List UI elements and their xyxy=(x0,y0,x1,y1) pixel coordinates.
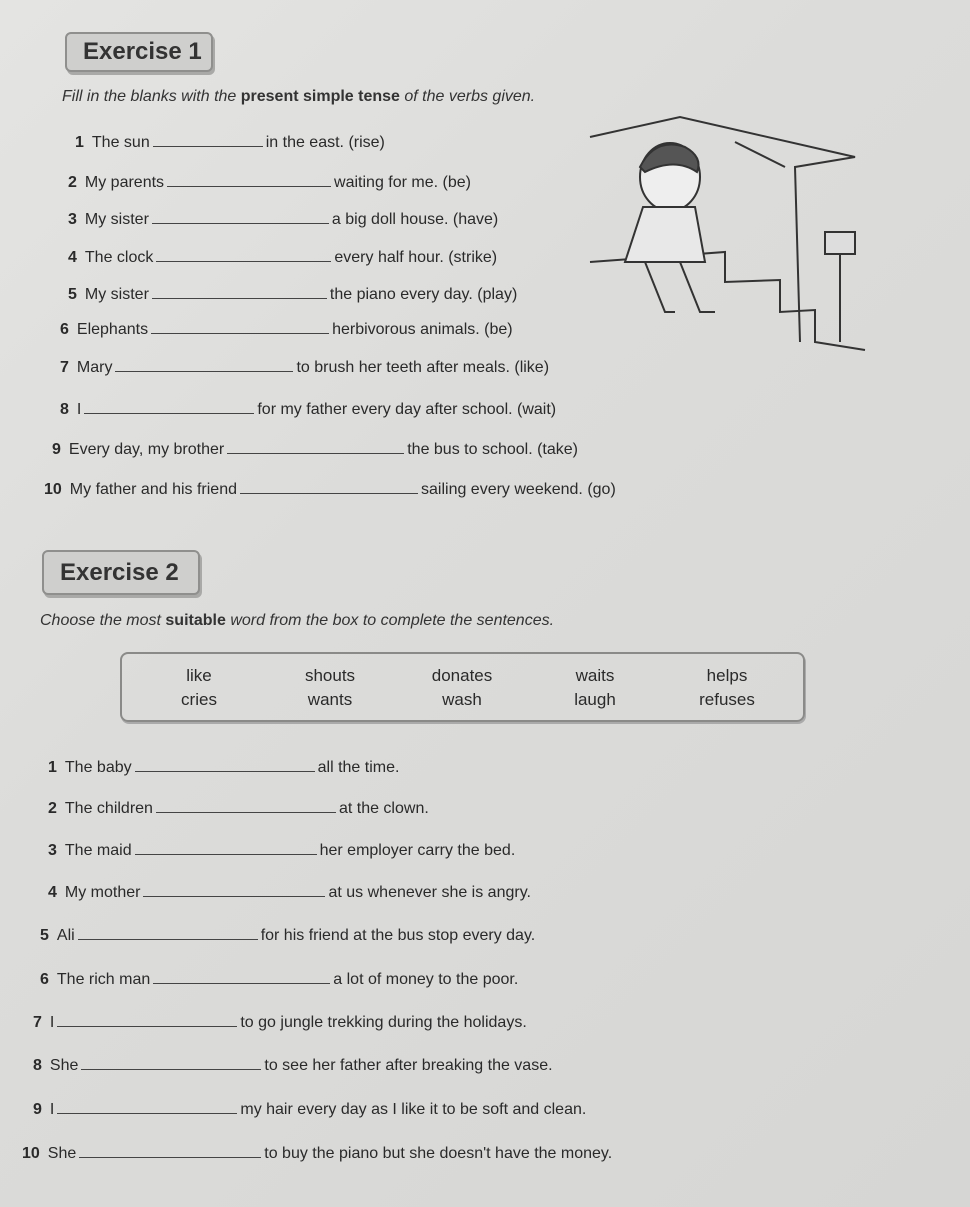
question-item xyxy=(60,399,556,419)
word-option: wants xyxy=(307,690,353,709)
question-number: 3 xyxy=(68,211,77,228)
answer-blank[interactable] xyxy=(79,1143,261,1158)
word-option: wash xyxy=(442,690,482,709)
question-text-before: I xyxy=(49,1014,55,1031)
word-option: cries xyxy=(181,690,217,709)
exercise2-instruction xyxy=(40,612,554,630)
answer-blank[interactable] xyxy=(84,399,254,414)
question-text-after: the piano every day. (play) xyxy=(329,286,518,303)
question-text-before: Every day, my brother xyxy=(68,441,225,458)
boy-on-stairs-illustration xyxy=(585,112,870,357)
word-option: refuses xyxy=(699,690,755,709)
answer-blank[interactable] xyxy=(57,1012,237,1027)
question-text-before: The rich man xyxy=(56,971,151,988)
question-text-after: waiting for me. (be) xyxy=(334,174,471,191)
question-number: 3 xyxy=(48,842,57,859)
question-text-before: My mother xyxy=(64,884,141,901)
question-number: 7 xyxy=(60,359,69,376)
question-text-after: to buy the piano but she doesn't have the money. xyxy=(264,1145,613,1162)
question-item xyxy=(68,172,471,192)
answer-blank[interactable] xyxy=(135,840,317,855)
question-text-after: my hair every day as I like it to be soft and clean. xyxy=(240,1101,587,1118)
word-box xyxy=(120,652,805,722)
question-text-after: for his friend at the bus stop every day. xyxy=(260,927,536,944)
question-text-after: the bus to school. (take) xyxy=(407,441,578,458)
answer-blank[interactable] xyxy=(153,132,263,147)
instruction-text: of the verbs given. xyxy=(399,88,536,105)
question-text-after: in the east. (rise) xyxy=(265,134,385,151)
question-item xyxy=(44,479,616,499)
exercise2-title-text: Exercise 2 xyxy=(60,558,179,586)
question-number: 6 xyxy=(60,321,69,338)
answer-blank[interactable] xyxy=(167,172,331,187)
instruction-text: Fill in the blanks with the xyxy=(62,88,241,105)
answer-blank[interactable] xyxy=(227,439,404,454)
question-number: 10 xyxy=(44,481,62,498)
answer-blank[interactable] xyxy=(115,357,293,372)
question-item xyxy=(40,969,518,989)
question-number: 6 xyxy=(40,971,49,988)
question-text-before: My sister xyxy=(84,211,149,228)
answer-blank[interactable] xyxy=(152,284,327,299)
answer-blank[interactable] xyxy=(156,798,336,813)
question-text-after: to see her father after breaking the vase. xyxy=(264,1057,553,1074)
answer-blank[interactable] xyxy=(156,247,331,262)
question-text-after: herbivorous animals. (be) xyxy=(332,321,513,338)
question-number: 1 xyxy=(48,759,57,776)
question-text-before: The baby xyxy=(64,759,132,776)
question-number: 7 xyxy=(33,1014,42,1031)
exercise1-title-text: Exercise 1 xyxy=(83,38,202,65)
question-text-before: The maid xyxy=(64,842,132,859)
exercise2-title xyxy=(42,550,200,595)
question-text-before: Elephants xyxy=(76,321,149,338)
question-text-before: I xyxy=(49,1101,55,1118)
question-item xyxy=(60,357,549,377)
question-item xyxy=(68,247,497,267)
question-text-before: Mary xyxy=(76,359,113,376)
exercise1-title xyxy=(65,32,213,72)
question-text-before: My father and his friend xyxy=(69,481,237,498)
question-item xyxy=(75,132,385,152)
question-number: 4 xyxy=(68,249,77,266)
question-number: 8 xyxy=(33,1057,42,1074)
question-text-before: The children xyxy=(64,800,153,817)
answer-blank[interactable] xyxy=(78,925,258,940)
question-item xyxy=(33,1099,586,1119)
question-item xyxy=(48,798,429,818)
question-item xyxy=(33,1055,553,1075)
answer-blank[interactable] xyxy=(151,319,329,334)
word-option: waits xyxy=(575,666,615,685)
question-item xyxy=(33,1012,527,1032)
question-text-after: a big doll house. (have) xyxy=(331,211,499,228)
question-text-after: a lot of money to the poor. xyxy=(333,971,519,988)
answer-blank[interactable] xyxy=(240,479,418,494)
question-number: 9 xyxy=(52,441,61,458)
question-item xyxy=(68,284,517,304)
instruction-bold: suitable xyxy=(165,612,226,629)
question-text-before: I xyxy=(76,401,82,418)
question-text-after: every half hour. (strike) xyxy=(334,249,498,266)
word-option: shouts xyxy=(304,666,356,685)
word-option: helps xyxy=(706,666,748,685)
question-item xyxy=(52,439,578,459)
question-item xyxy=(40,925,535,945)
question-text-after: at us whenever she is angry. xyxy=(328,884,531,901)
answer-blank[interactable] xyxy=(152,209,329,224)
instruction-text: word from the box to complete the sentences. xyxy=(225,612,555,629)
question-item xyxy=(22,1143,612,1163)
question-text-after: to brush her teeth after meals. (like) xyxy=(296,359,550,376)
question-text-before: The clock xyxy=(84,249,154,266)
question-number: 1 xyxy=(75,134,84,151)
instruction-bold: present simple tense xyxy=(240,88,400,105)
question-number: 2 xyxy=(48,800,57,817)
question-text-after: at the clown. xyxy=(338,800,429,817)
question-text-after: all the time. xyxy=(317,759,400,776)
question-number: 4 xyxy=(48,884,57,901)
question-number: 2 xyxy=(68,174,77,191)
question-number: 8 xyxy=(60,401,69,418)
answer-blank[interactable] xyxy=(153,969,330,984)
question-text-after: to go jungle trekking during the holidays. xyxy=(240,1014,527,1031)
answer-blank[interactable] xyxy=(57,1099,237,1114)
question-item xyxy=(48,757,399,777)
question-number: 10 xyxy=(22,1145,40,1162)
word-option: donates xyxy=(431,666,493,685)
answer-blank[interactable] xyxy=(81,1055,261,1070)
word-option: laugh xyxy=(574,690,616,709)
question-text-before: Ali xyxy=(56,927,75,944)
question-text-before: She xyxy=(49,1057,79,1074)
question-number: 5 xyxy=(68,286,77,303)
instruction-text: Choose the most xyxy=(40,612,166,629)
question-item xyxy=(60,319,513,339)
question-number: 5 xyxy=(40,927,49,944)
answer-blank[interactable] xyxy=(135,757,315,772)
question-item xyxy=(48,882,531,902)
question-text-after: sailing every weekend. (go) xyxy=(421,481,616,498)
answer-blank[interactable] xyxy=(143,882,325,897)
question-item xyxy=(48,840,515,860)
question-text-before: The sun xyxy=(91,134,150,151)
question-text-before: She xyxy=(47,1145,77,1162)
question-text-before: My parents xyxy=(84,174,165,191)
exercise1-instruction xyxy=(62,88,535,106)
question-text-after: for my father every day after school. (wait) xyxy=(257,401,557,418)
question-text-after: her employer carry the bed. xyxy=(319,842,516,859)
question-item xyxy=(68,209,498,229)
question-text-before: My sister xyxy=(84,286,149,303)
word-option: like xyxy=(186,666,212,685)
question-number: 9 xyxy=(33,1101,42,1118)
